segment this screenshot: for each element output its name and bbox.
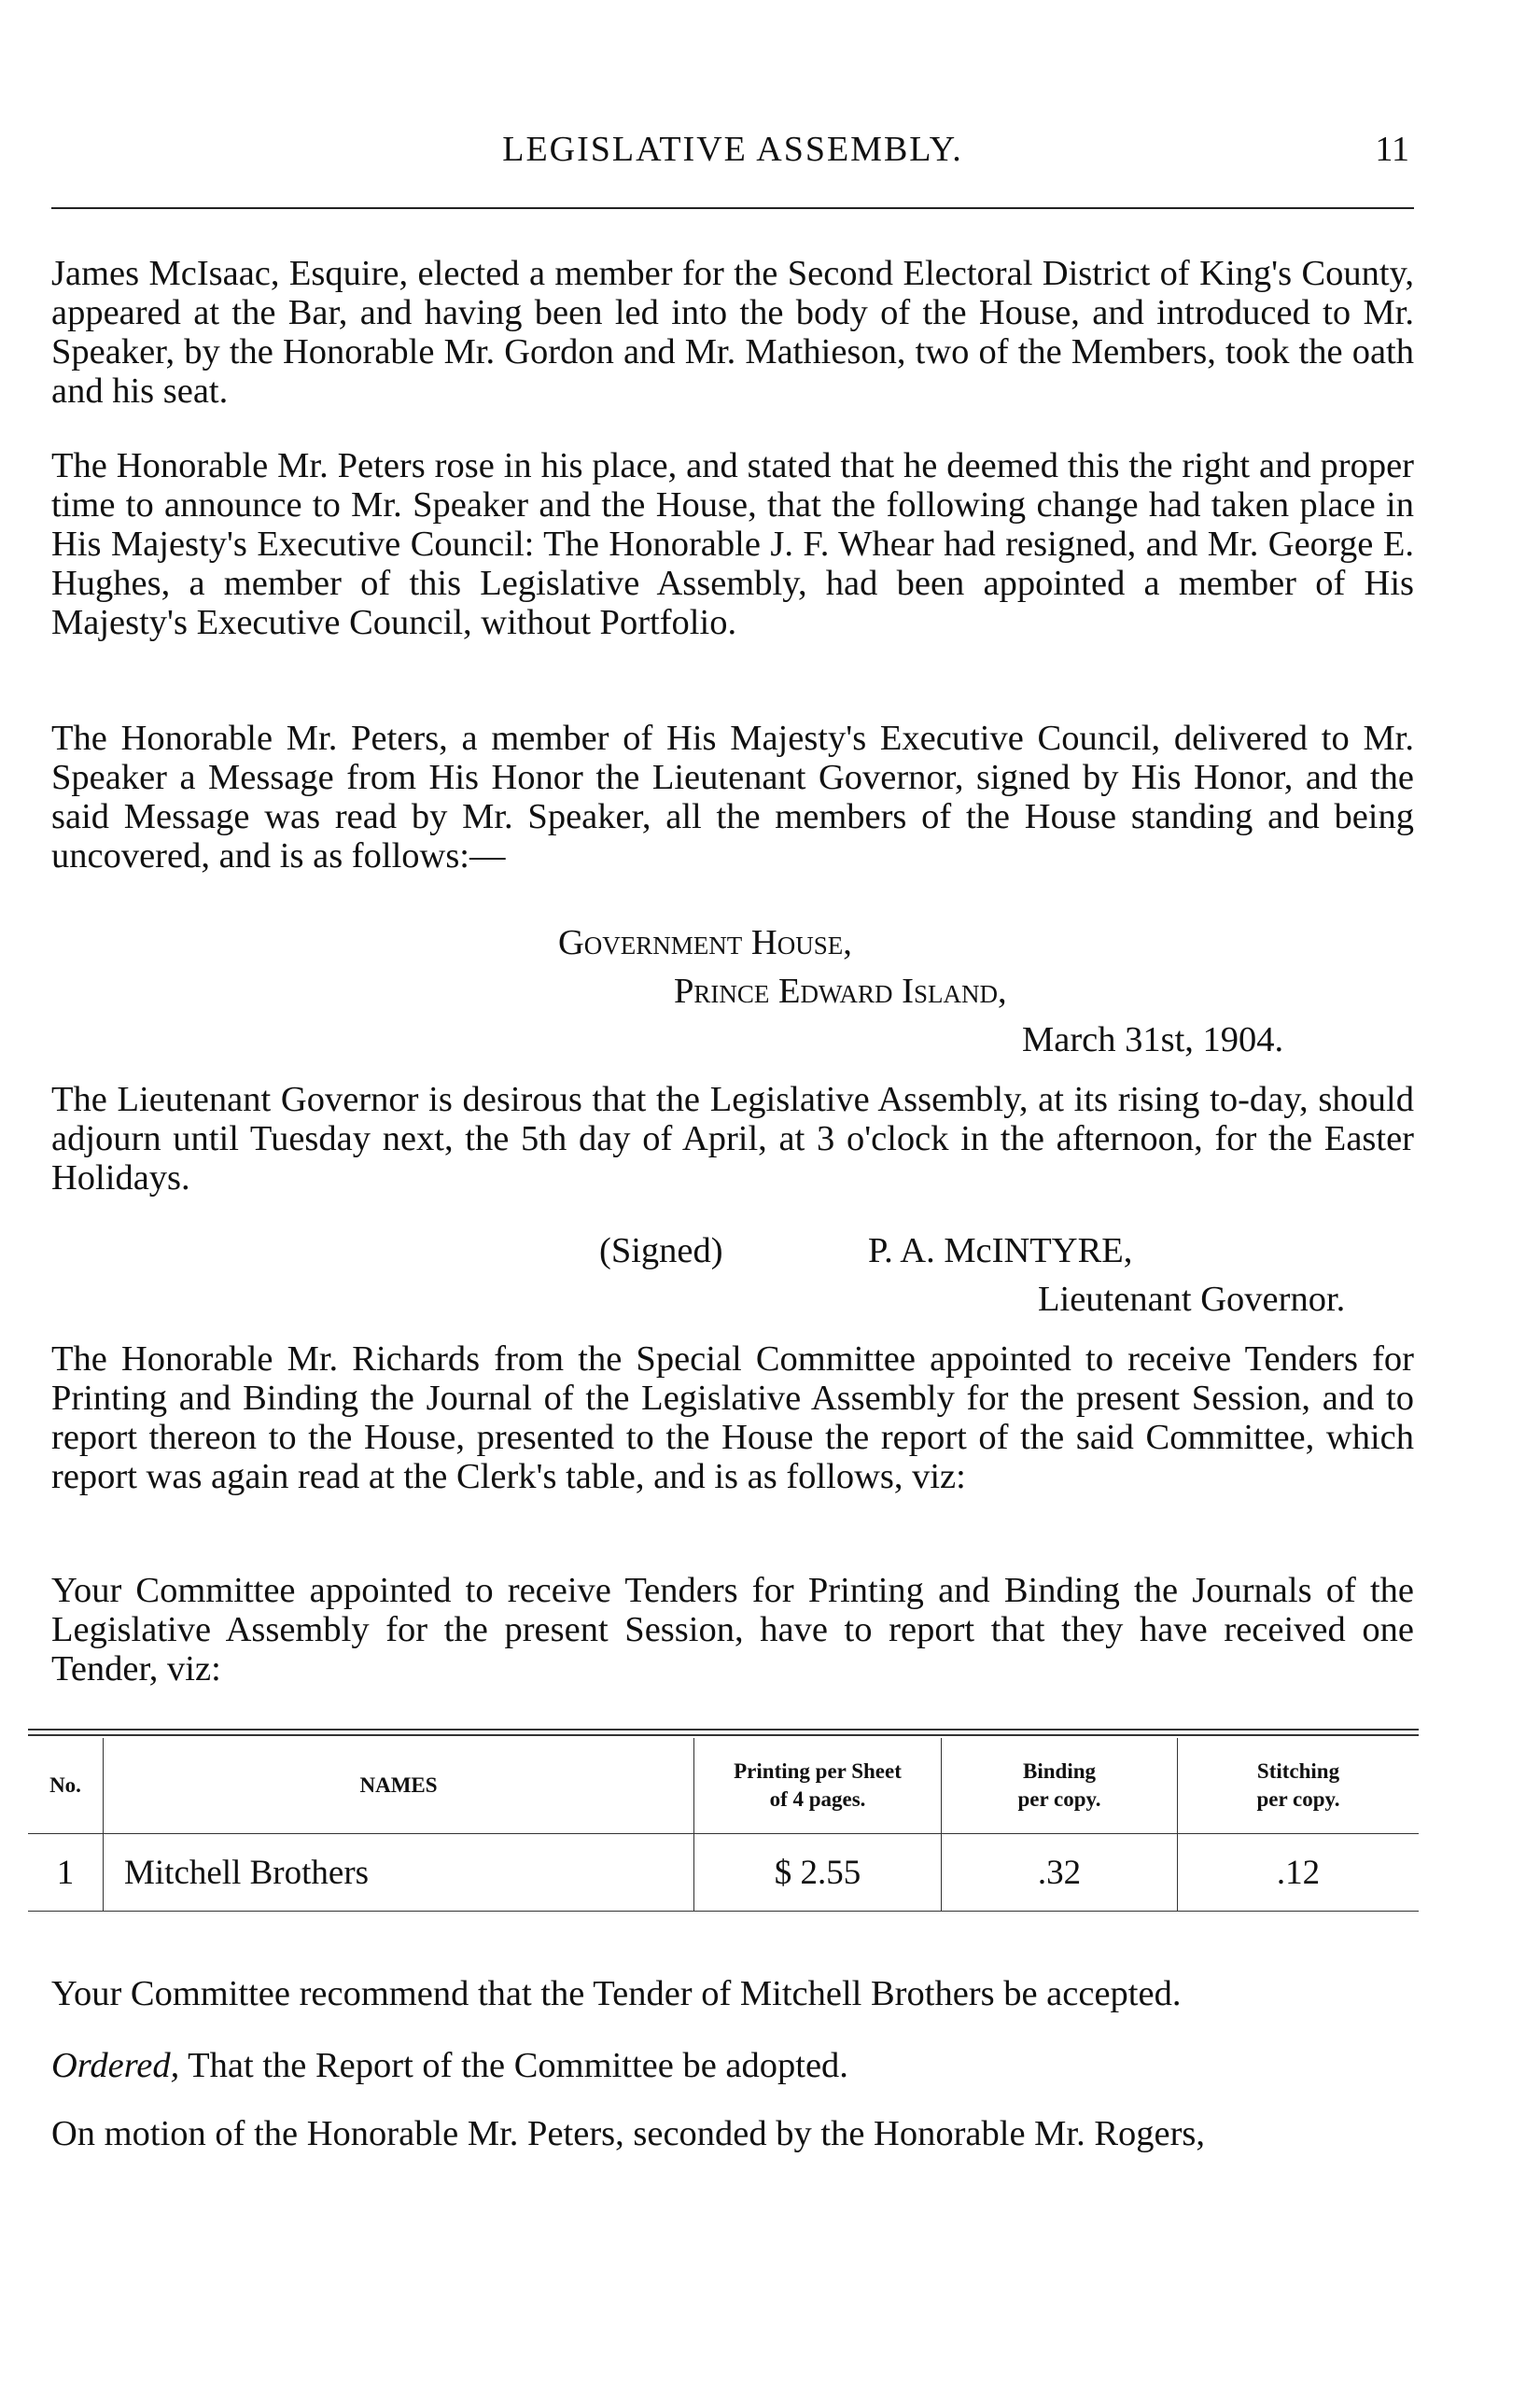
ordered-text: That the Report of the Committee be adopted. <box>179 2046 848 2085</box>
message-date: March 31st, 1904. <box>1022 1020 1284 1059</box>
paragraph-ordered <box>51 2046 1414 2085</box>
message-address-line1: Government House, <box>558 923 852 962</box>
paragraph-oath: James McIsaac, Esquire, elected a member for the Second Electoral District of King's County, appeared at the Bar, and having been led into the body of the House, and introduced to Mr. Speaker, by the Honorable Mr. Gordon and Mr. Mathieson, two of the Members, took the oath and his seat. <box>51 254 1414 411</box>
page-header <box>56 129 1409 185</box>
signatory-title: Lieutenant Governor. <box>1038 1280 1346 1319</box>
cell-no: 1 <box>56 1853 75 1892</box>
tender-table <box>28 1738 1419 1912</box>
header-rule <box>51 207 1414 209</box>
paragraph-council-change: The Honorable Mr. Peters rose in his place, and stated that he deemed this the right and proper time to announce to Mr. Speaker and the House, that the following change had taken place in His Majesty's Executive Council: The Honorable J. F. Whear had resigned, and Mr. George E. Hughes, a member of this Legislative Assembly, had been appointed a member of His Majesty's Executive Council, without Portfolio. <box>51 446 1414 642</box>
col-header-no: No. <box>49 1773 81 1797</box>
cell-stitching: .12 <box>1178 1834 1420 1912</box>
signed-label: (Signed) <box>599 1231 723 1270</box>
table-row <box>28 1834 1419 1912</box>
paragraph-tender-received: Your Committee appointed to receive Tenders for Printing and Binding the Journals of the Legislative Assembly for the present Session, have to report that they have received one Tender, viz: <box>51 1571 1414 1688</box>
paragraph-message-delivered: The Honorable Mr. Peters, a member of His Majesty's Executive Council, delivered to Mr. Speaker a Message from His Honor the Lieutenant Governor, signed by His Honor, and the said Message was read by Mr. Speaker, all the members of the House standing and being uncovered, and is as follows:— <box>51 719 1414 876</box>
cell-binding: .32 <box>942 1834 1178 1912</box>
table-top-rule <box>28 1729 1419 1730</box>
paragraph-recommend: Your Committee recommend that the Tender of Mitchell Brothers be accepted. <box>51 1974 1182 2013</box>
message-address-line2: Prince Edward Island, <box>674 972 1007 1011</box>
col-header-printing: Printing per Sheet of 4 pages. <box>694 1738 942 1834</box>
paragraph-adjourn-message: The Lieutenant Governor is desirous that the Legislative Assembly, at its rising to-day, should adjourn until Tuesday next, the 5th day of April, at 3 o'clock in the afternoon, for the Easter Holidays. <box>51 1080 1414 1198</box>
cell-name: Mitchell Brothers <box>104 1834 694 1912</box>
col-header-names: NAMES <box>104 1738 694 1834</box>
ordered-italic: Ordered, <box>51 2046 180 2085</box>
col-header-stitching: Stitching per copy. <box>1178 1738 1420 1834</box>
paragraph-committee-report: The Honorable Mr. Richards from the Special Committee appointed to receive Tenders for Printing and Binding the Journal of the Legislative Assembly for the present Session, and to report thereon to the House, presented to the House the report of the said Committee, which report was again read at the Clerk's table, and is as follows, viz: <box>51 1339 1414 1496</box>
signatory-name: P. A. McINTYRE, <box>868 1231 1133 1270</box>
col-header-binding: Binding per copy. <box>942 1738 1178 1834</box>
page-number: 11 <box>1375 130 1409 169</box>
cell-printing: $ 2.55 <box>694 1834 942 1912</box>
table-header-row <box>28 1738 1419 1834</box>
table-top-rule-2 <box>28 1734 1419 1736</box>
running-head: LEGISLATIVE ASSEMBLY. <box>502 130 963 169</box>
paragraph-motion: On motion of the Honorable Mr. Peters, seconded by the Honorable Mr. Rogers, <box>51 2114 1206 2153</box>
